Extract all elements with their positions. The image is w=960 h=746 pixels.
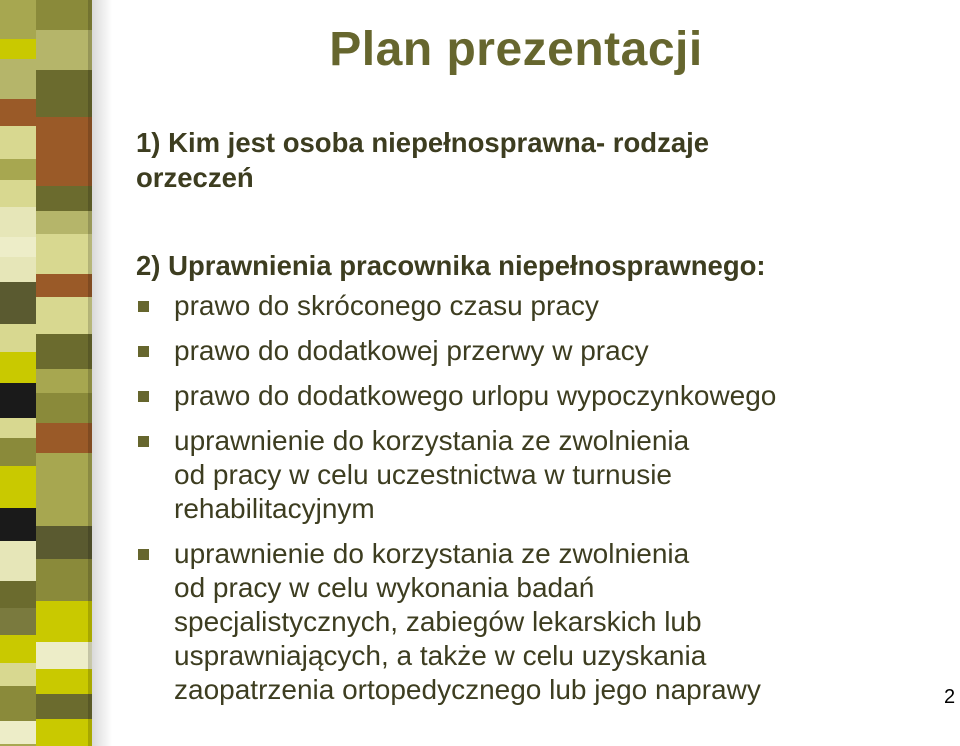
stripe-segment xyxy=(36,669,92,694)
stripe-segment xyxy=(0,721,36,744)
stripe-segment xyxy=(36,393,92,423)
stripe-segment xyxy=(36,297,92,334)
stripe-segment xyxy=(36,489,92,526)
list-item-line: prawo do dodatkowej przerwy w pracy xyxy=(174,335,649,366)
stripe-segment xyxy=(0,257,36,282)
stripe-segment xyxy=(0,59,36,99)
stripe-segment xyxy=(36,719,92,746)
square-bullet-icon xyxy=(138,549,149,560)
stripe-segment xyxy=(36,274,92,297)
stripe-segment xyxy=(0,99,36,126)
list-item xyxy=(136,334,936,368)
list-item xyxy=(136,537,936,707)
stripe-segment xyxy=(0,0,36,39)
list-item-line: rehabilitacyjnym xyxy=(174,493,375,524)
section-1-line-2: orzeczeń xyxy=(136,162,254,193)
list-item-line: uprawnienie do korzystania ze zwolnienia xyxy=(174,425,690,456)
section-1-line-1: 1) Kim jest osoba niepełnosprawna- rodzaje xyxy=(136,127,710,158)
list-item-line: uprawnienie do korzystania ze zwolnienia xyxy=(174,538,690,569)
stripe-segment xyxy=(36,369,92,393)
stripe-segment xyxy=(0,39,36,59)
stripe-segment xyxy=(36,150,92,186)
stripe-column-right xyxy=(36,0,92,746)
stripe-segment xyxy=(0,159,36,180)
stripe-segment xyxy=(36,334,92,369)
stripe-column-left xyxy=(0,0,36,746)
stripe-segment xyxy=(36,559,92,601)
stripe-segment xyxy=(36,694,92,719)
stripe-shadow xyxy=(88,0,112,746)
page-number: 2 xyxy=(944,686,956,708)
stripe-segment xyxy=(0,635,36,663)
stripe-segment xyxy=(0,126,36,159)
stripe-segment xyxy=(0,508,36,541)
square-bullet-icon xyxy=(138,391,149,402)
list-item-line: od pracy w celu wykonania badań xyxy=(174,572,595,603)
stripe-segment xyxy=(0,466,36,508)
stripe-segment xyxy=(36,70,92,117)
stripe-segment xyxy=(0,324,36,352)
stripe-segment xyxy=(0,581,36,608)
stripe-segment xyxy=(0,180,36,207)
stripe-segment xyxy=(0,352,36,383)
stripe-segment xyxy=(0,418,36,438)
stripe-segment xyxy=(36,601,92,642)
stripe-segment xyxy=(0,237,36,257)
stripe-segment xyxy=(0,207,36,237)
list-item-line: prawo do dodatkowego urlopu wypoczynkowego xyxy=(174,380,777,411)
stripe-segment xyxy=(36,30,92,70)
list-item-line: od pracy w celu uczestnictwa w turnusie xyxy=(174,459,672,490)
stripe-segment xyxy=(36,453,92,489)
stripe-segment xyxy=(36,211,92,234)
list-item xyxy=(136,424,936,526)
list-item-line: prawo do skróconego czasu pracy xyxy=(174,290,599,321)
list-item-line: zaopatrzenia ortopedycznego lub jego naprawy xyxy=(174,674,761,705)
square-bullet-icon xyxy=(138,436,149,447)
stripe-segment xyxy=(0,608,36,635)
stripe-segment xyxy=(0,541,36,581)
stripe-segment xyxy=(36,117,92,150)
list-item xyxy=(136,379,936,413)
stripe-segment xyxy=(0,438,36,466)
square-bullet-icon xyxy=(138,346,149,357)
stripe-segment xyxy=(0,383,36,418)
stripe-segment xyxy=(36,526,92,559)
stripe-segment xyxy=(0,301,36,324)
list-item xyxy=(136,289,936,323)
stripe-segment xyxy=(0,663,36,686)
stripe-segment xyxy=(36,186,92,211)
stripe-segment xyxy=(36,234,92,274)
section-2-heading: 2) Uprawnienia pracownika niepełnosprawnego: xyxy=(136,250,766,281)
list-item-line: usprawniających, a także w celu uzyskania xyxy=(174,640,707,671)
stripe-segment xyxy=(0,282,36,301)
slide-title: Plan prezentacji xyxy=(329,23,703,76)
stripe-segment xyxy=(36,0,92,30)
decorative-stripe xyxy=(0,0,112,746)
square-bullet-icon xyxy=(138,301,149,312)
stripe-segment xyxy=(36,423,92,453)
stripe-segment xyxy=(0,686,36,721)
list-item-line: specjalistycznych, zabiegów lekarskich lub xyxy=(174,606,702,637)
rights-list xyxy=(136,289,936,718)
stripe-segment xyxy=(36,642,92,669)
